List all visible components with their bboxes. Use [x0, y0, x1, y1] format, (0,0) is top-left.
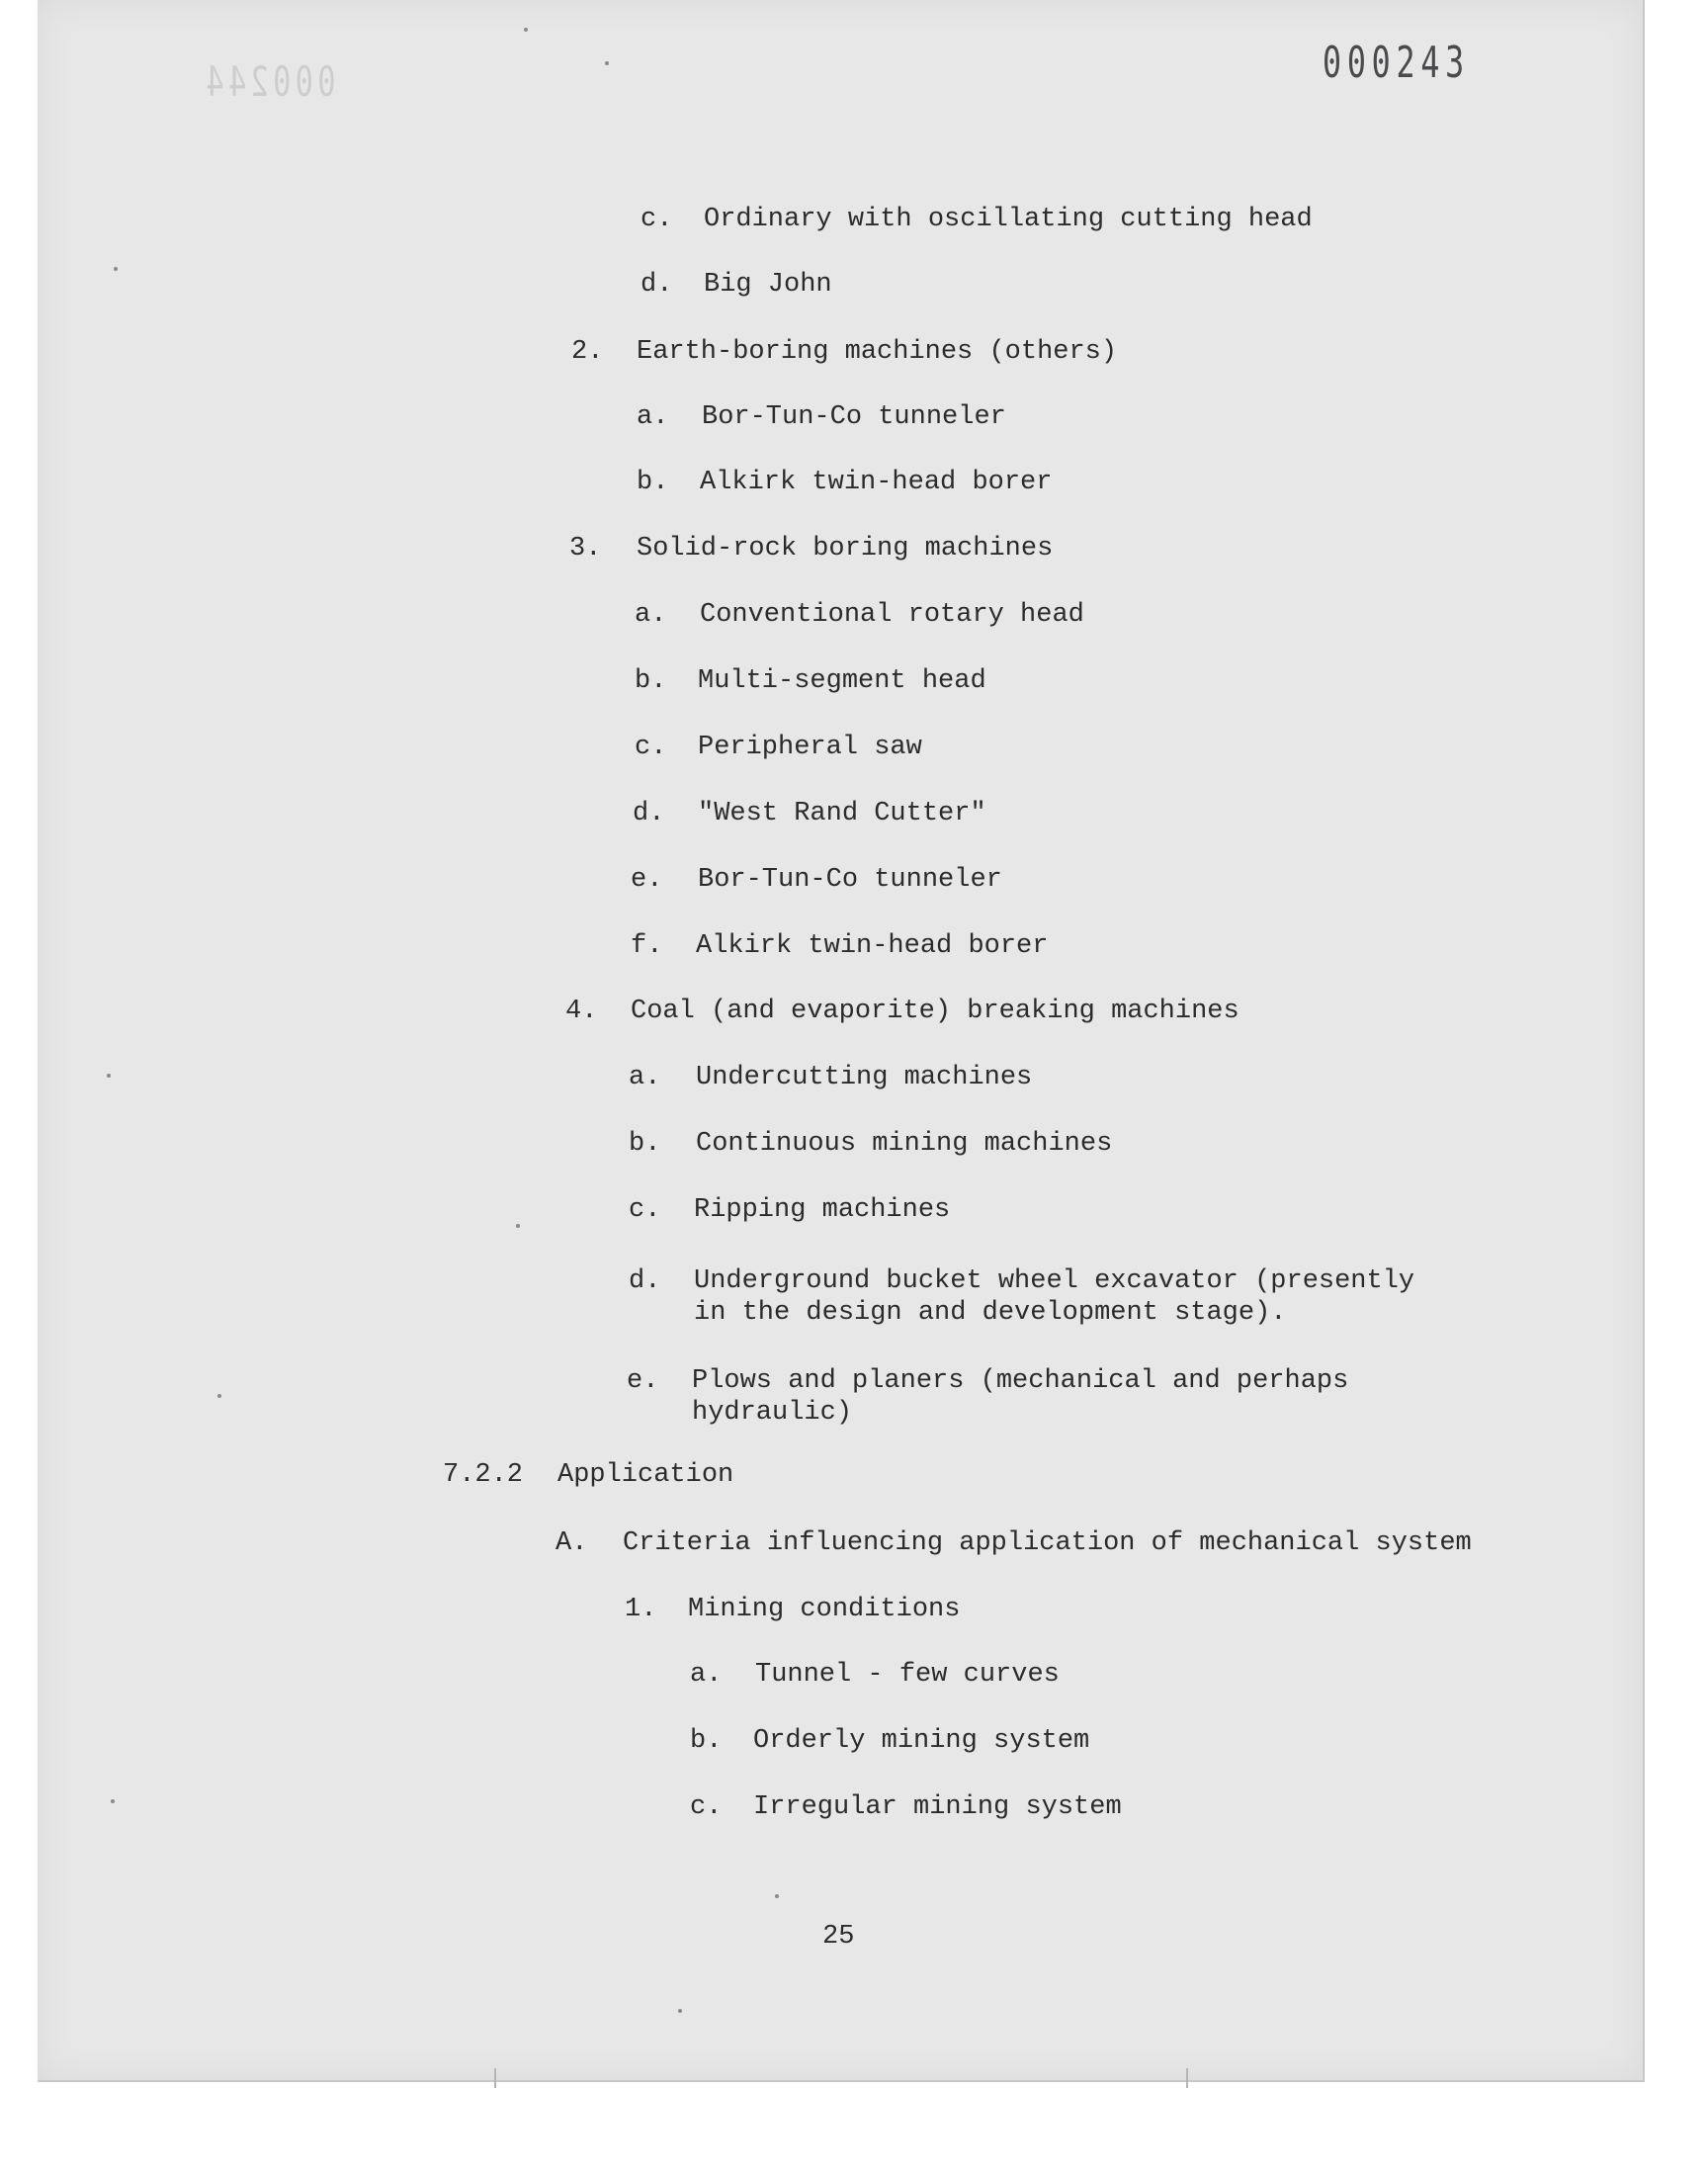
outline-item-marker: b. — [629, 1129, 661, 1159]
outline-item-text: Big John — [704, 270, 832, 300]
outline-item-text: Undercutting machines — [696, 1063, 1033, 1092]
outline-item-marker: 1. — [625, 1595, 657, 1624]
outline-item-marker: d. — [633, 799, 665, 828]
outline-item-marker: b. — [635, 666, 667, 696]
outline-item-text: Multi-segment head — [698, 666, 986, 696]
outline-item-text: Irregular mining system — [753, 1792, 1122, 1822]
fold-mark — [494, 2068, 496, 2088]
outline-item-marker: c. — [629, 1195, 661, 1225]
outline-item-text: Continuous mining machines — [696, 1129, 1113, 1159]
outline-item-marker: a. — [635, 600, 667, 630]
outline-item-text: Bor-Tun-Co tunneler — [702, 402, 1006, 432]
outline-item-marker: a. — [629, 1063, 661, 1092]
scan-speck — [217, 1394, 221, 1398]
scan-speck — [775, 1894, 779, 1898]
bleed-through-stamp: 000244 — [202, 57, 336, 106]
outline-item-text: Tunnel - few curves — [755, 1660, 1060, 1690]
outline-item-text: Earth-boring machines (others) — [637, 337, 1118, 367]
outline-item-marker: a. — [690, 1660, 723, 1690]
outline-item-marker: d. — [640, 270, 673, 300]
outline-item-text: "West Rand Cutter" — [698, 799, 986, 828]
outline-item-text: Mining conditions — [688, 1595, 961, 1624]
outline-item-marker: c. — [640, 205, 673, 234]
page-stamp: 000243 — [1323, 38, 1471, 88]
outline-item-marker: e. — [627, 1366, 659, 1396]
outline-item-marker: b. — [637, 468, 669, 497]
outline-item-marker: A. — [555, 1528, 588, 1558]
outline-item-text: Conventional rotary head — [700, 600, 1084, 630]
scan-speck — [678, 2009, 682, 2013]
outline-item-text: Ripping machines — [694, 1195, 951, 1225]
outline-item-marker: 2. — [571, 337, 604, 367]
document-page — [38, 0, 1645, 2082]
outline-item-text: Ordinary with oscillating cutting head — [704, 205, 1313, 234]
outline-item-text: Alkirk twin-head borer — [696, 931, 1049, 961]
outline-item-text: Peripheral saw — [698, 733, 922, 762]
scan-speck — [107, 1074, 111, 1078]
outline-item-text: Orderly mining system — [753, 1726, 1090, 1756]
outline-item-text: Application — [557, 1460, 734, 1490]
outline-item-text: Coal (and evaporite) breaking machines — [631, 997, 1239, 1026]
scan-speck — [516, 1224, 520, 1228]
outline-item-marker: a. — [637, 402, 669, 432]
outline-item-marker: c. — [635, 733, 667, 762]
outline-item-marker: f. — [631, 931, 663, 961]
outline-item-text: Bor-Tun-Co tunneler — [698, 865, 1002, 895]
outline-item-marker: b. — [690, 1726, 723, 1756]
scan-speck — [524, 28, 528, 32]
outline-item-text: Criteria influencing application of mechanical system — [623, 1528, 1472, 1558]
outline-item-marker: e. — [631, 865, 663, 895]
outline-item-marker: 4. — [565, 997, 598, 1026]
outline-item-text: Solid-rock boring machines — [637, 534, 1054, 564]
page-number: 25 — [822, 1922, 855, 1952]
outline-item-marker: 7.2.2 — [443, 1460, 524, 1490]
scan-speck — [111, 1799, 115, 1803]
scan-speck — [114, 267, 118, 271]
outline-item-text: Alkirk twin-head borer — [700, 468, 1053, 497]
outline-item-text: Underground bucket wheel excavator (presently in the design and development stage). — [694, 1266, 1415, 1328]
scan-speck — [605, 61, 609, 65]
fold-mark — [1186, 2068, 1188, 2088]
outline-item-marker: c. — [690, 1792, 723, 1822]
outline-item-text: Plows and planers (mechanical and perhaps hydraulic) — [692, 1366, 1349, 1428]
outline-item-marker: 3. — [569, 534, 602, 564]
outline-item-marker: d. — [629, 1266, 661, 1296]
